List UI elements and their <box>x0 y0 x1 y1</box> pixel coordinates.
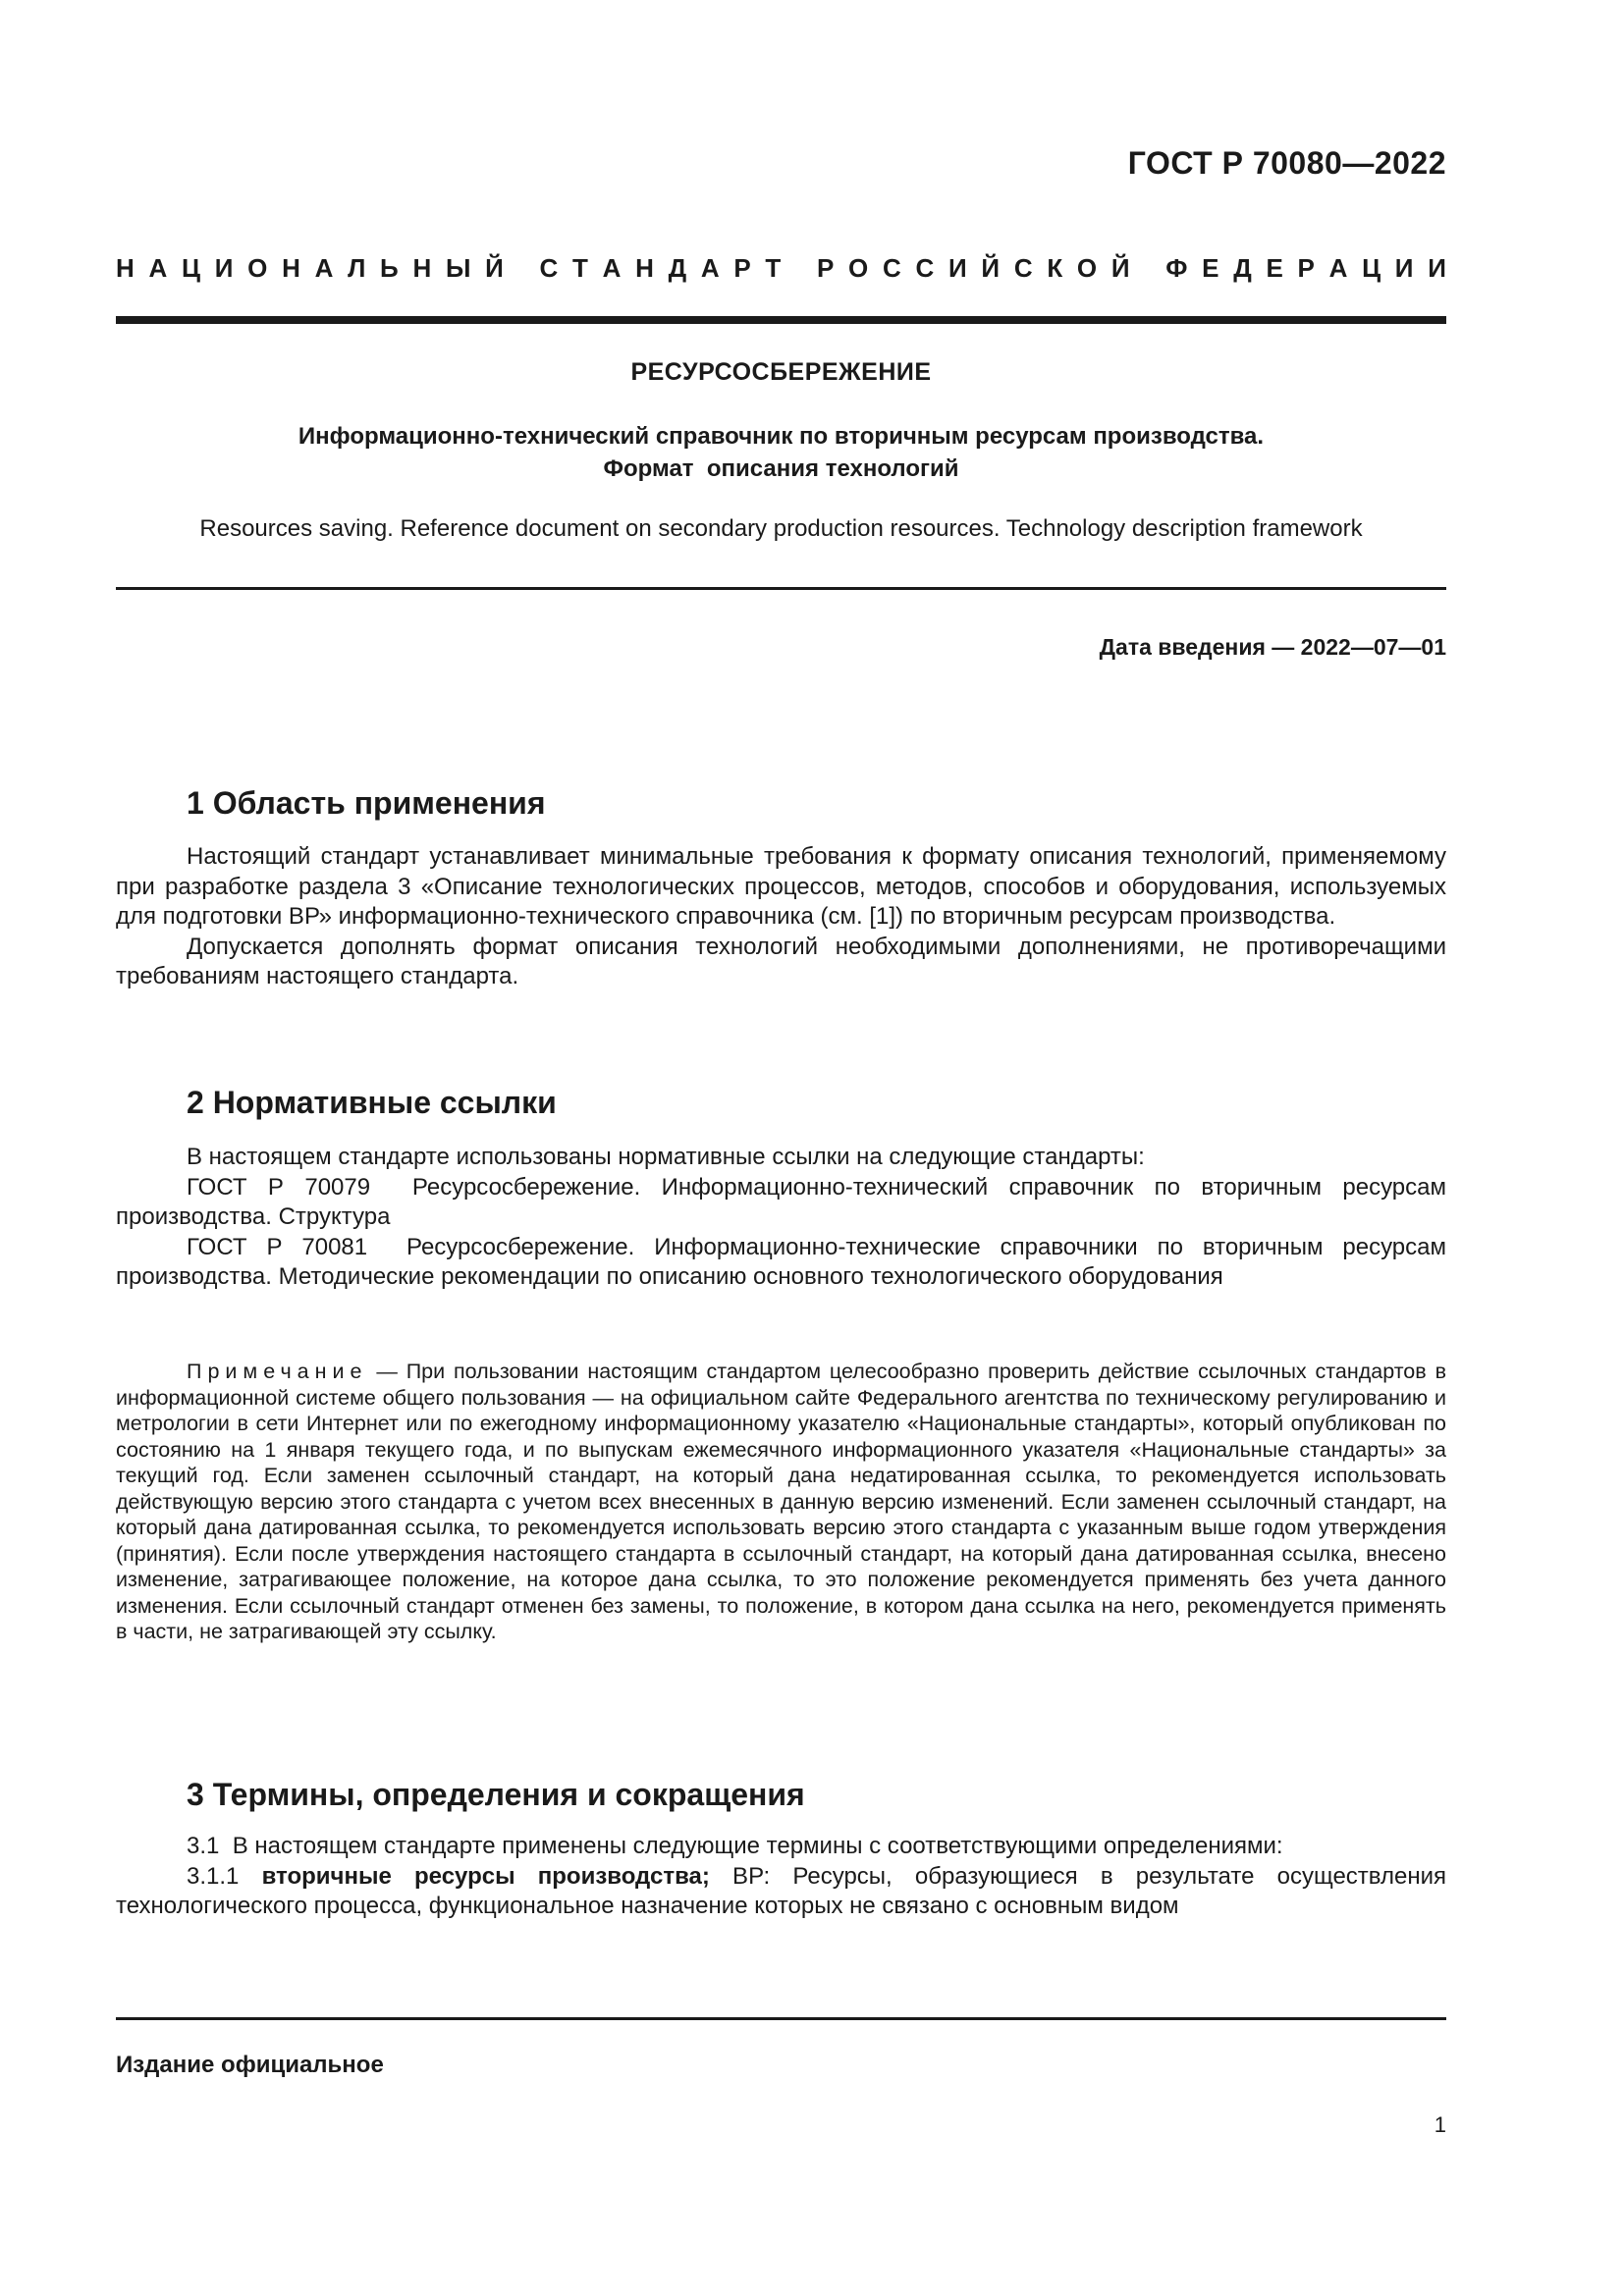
subtitle-line-2: Формат описания технологий <box>603 455 959 482</box>
banner-letter: Н <box>412 253 432 283</box>
official-edition-label: Издание официальное <box>116 2052 384 2078</box>
banner-letter: Ц <box>182 253 200 283</box>
banner-letter: И <box>214 253 234 283</box>
term-number: 3.1.1 <box>187 1862 262 1890</box>
section-2-note <box>116 1359 1446 1645</box>
banner-letter: Й <box>1110 253 1130 283</box>
banner-letter: Ы <box>445 253 471 283</box>
banner-letter <box>518 253 525 284</box>
banner-letter: А <box>602 253 622 283</box>
banner-letter <box>795 253 802 284</box>
section-2-heading: 2 Нормативные ссылки <box>187 1085 557 1120</box>
banner-letter: И <box>1394 253 1414 283</box>
banner-letter: С <box>915 253 935 283</box>
banner-letter: Д <box>1233 253 1252 283</box>
title-divider <box>116 587 1446 590</box>
banner-letter: Р <box>733 253 751 283</box>
section-2-body <box>116 1143 1453 1293</box>
banner-letter: А <box>148 253 168 283</box>
banner-letter: Н <box>116 253 135 283</box>
section-3-heading: 3 Термины, определения и сокращения <box>187 1777 805 1812</box>
banner-letter: О <box>1076 253 1098 283</box>
banner-letter: А <box>314 253 334 283</box>
banner-letter: Р <box>816 253 835 283</box>
banner-letter: Т <box>572 253 588 283</box>
section-1-heading: 1 Область применения <box>187 785 546 821</box>
banner-letter: С <box>1013 253 1033 283</box>
banner-letter: Й <box>485 253 504 283</box>
gost-code: ГОСТ Р 70080—2022 <box>1127 145 1446 181</box>
banner-letter: Ф <box>1165 253 1188 283</box>
banner-letter: Л <box>348 253 366 283</box>
banner-letter: Е <box>1202 253 1219 283</box>
banner-letter: Е <box>1266 253 1283 283</box>
introduction-date: Дата введения — 2022—07—01 <box>1099 634 1446 660</box>
banner-letter: Н <box>635 253 654 283</box>
banner-letter: О <box>247 253 268 283</box>
banner-letter: Й <box>981 253 1001 283</box>
term-3-1-1 <box>116 1862 1446 1922</box>
section-1-body <box>116 842 1446 992</box>
document-title: РЕСУРСОСБЕРЕЖЕНИЕ <box>630 358 932 386</box>
banner-letter: И <box>1428 253 1446 283</box>
note-paragraph <box>116 1359 1446 1645</box>
banner-letter: А <box>700 253 720 283</box>
reference-gost-70081: ГОСТ Р 70081 Ресурсосбережение. Информационно-технические справочники по вторичным ресурсам производства. Методические рекомендации по описанию основного технологического оборудования <box>116 1233 1453 1290</box>
banner-letter: С <box>539 253 559 283</box>
section-1-paragraph-1: Настоящий стандарт устанавливает минимальные требования к формату описания технологий, применяемому при разработке раздела 3 «Описание технологических процессов, методов, способов и оборудования, используемых для подготовки ВР» информационно-технического справочника (см. [1]) по вторичным ресурсам производства. <box>116 843 1446 930</box>
banner-letter: Р <box>1297 253 1315 283</box>
english-title: Resources saving. Reference document on secondary production resources. Technology description framework <box>199 515 1363 542</box>
banner-letter: А <box>1328 253 1348 283</box>
banner-letter <box>1144 253 1151 284</box>
section-3-paragraph-1: 3.1 В настоящем стандарте применены следующие термины с соответствующими определениями: <box>187 1833 1283 1859</box>
banner-letter: И <box>948 253 967 283</box>
term-definition: ВР: Ресурсы, образующиеся в результате осуществления технологического процесса, функциональное назначение которых не связано с основным видом <box>116 1862 1446 1919</box>
banner-letter: С <box>883 253 901 283</box>
note-text: — При пользовании настоящим стандартом целесообразно проверить действие ссылочных стандартов в информационной системе общего пользования — на официальном сайте Федерального агентства по техническому регулированию и метрологии в сети Интернет или по ежегодному информационному указателю «Национальные стандарты», который опубликован по состоянию на 1 января текущего года, и по выпускам ежемесячного информационного указателя «Национальные стандарты» за текущий год. Если заменен ссылочный стандарт, на который дана недатированная ссылка, то рекомендуется использовать действующую версию этого стандарта с учетом всех внесенных в данную версию изменений. Если заменен ссылочный стандарт, на который дана датированная ссылка, то рекомендуется использовать версию этого стандарта с указанным выше годом утверждения (принятия). Если после утверждения настоящего стандарта в ссылочный стандарт, на который дана датированная ссылка, внесено изменение, затрагивающее положение, на которое дана ссылка, то это положение рекомендуется применять без учета данного изменения. Если ссылочный стандарт отменен без замены, то положение, в котором дана ссылка на него, рекомендуется применять в части, не затрагивающей эту ссылку. <box>116 1360 1446 1643</box>
banner-letter: О <box>848 253 869 283</box>
page-number: 1 <box>1434 2112 1446 2137</box>
subtitle-line-1: Информационно-технический справочник по вторичным ресурсам производства. <box>298 423 1265 450</box>
banner-letter: Т <box>765 253 782 283</box>
section-1-paragraph-2: Допускается дополнять формат описания технологий необходимыми дополнениями, не противоречащими требованиям настоящего стандарта. <box>116 933 1446 989</box>
note-label: Примечание <box>187 1360 368 1383</box>
footer-divider <box>116 2017 1446 2020</box>
banner-letter: Ь <box>380 253 399 283</box>
banner-letter: К <box>1047 253 1063 283</box>
reference-gost-70079: ГОСТ Р 70079 Ресурсосбережение. Информационно-технический справочник по вторичным ресурсам производства. Структура <box>116 1173 1453 1230</box>
banner-letter: Н <box>282 253 300 283</box>
national-standard-banner <box>116 253 1446 284</box>
banner-letter: Д <box>668 253 687 283</box>
section-3-body <box>116 1832 1446 1922</box>
header-divider <box>116 316 1446 324</box>
banner-letter: Ц <box>1362 253 1381 283</box>
section-2-paragraph-1: В настоящем стандарте использованы нормативные ссылки на следующие стандарты: <box>187 1144 1145 1170</box>
document-subtitle <box>116 420 1446 485</box>
term-name: вторичные ресурсы производства; <box>261 1862 710 1890</box>
